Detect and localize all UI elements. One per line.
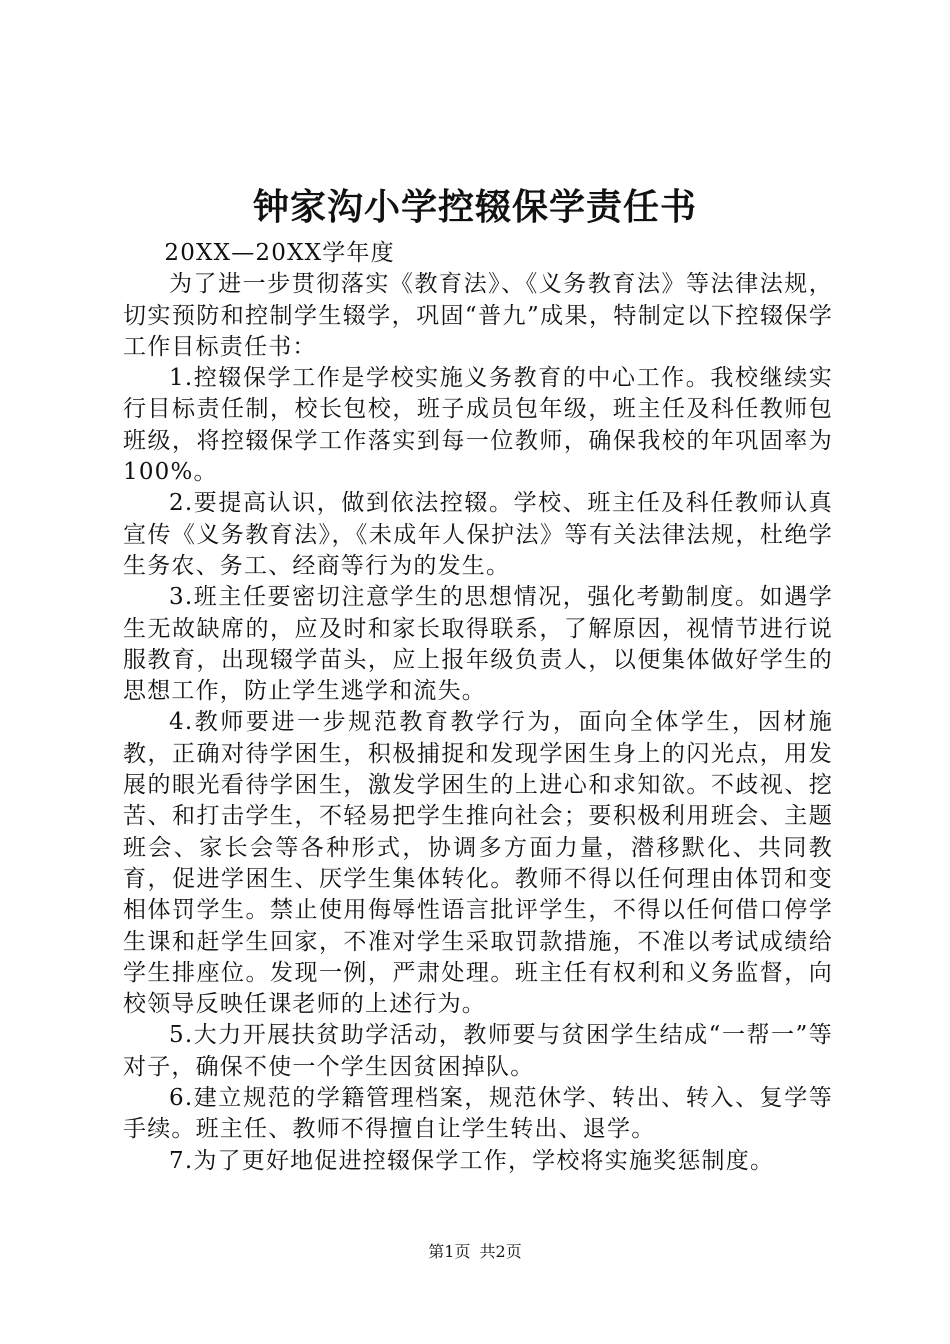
page-footer xyxy=(0,1241,950,1263)
paragraph-item-6: 6.建立规范的学籍管理档案，规范休学、转出、转入、复学等手续。班主任、教师不得擅自让学生转出、退学。 xyxy=(123,1085,833,1143)
paragraph-item-1: 1.控辍保学工作是学校实施义务教育的中心工作。我校继续实行目标责任制，校长包校，班子成员包年级，班主任及科任教师包班级，将控辍保学工作落实到每一位教师，确保我校的年巩固率为100%。 xyxy=(123,365,833,486)
paragraph-intro: 为了进一步贯彻落实《教育法》、《义务教育法》等法律法规，切实预防和控制学生辍学，巩固“普九”成果，特制定以下控辍保学工作目标责任书： xyxy=(123,271,833,360)
paragraph-item-4: 4.教师要进一步规范教育教学行为，面向全体学生，因材施教，正确对待学困生，积极捕捉和发现学困生身上的闪光点，用发展的眼光看待学困生，激发学困生的上进心和求知欲。不歧视、挖苦、和打击学生，不轻易把学生推向社会；要积极利用班会、主题班会、家长会等各种形式，协调多方面力量，潜移默化、共同教育，促进学困生、厌学生集体转化。教师不得以任何理由体罚和变相体罚学生。禁止使用侮辱性语言批评学生，不得以任何借口停学生课和赶学生回家，不准对学生采取罚款措施，不准以考试成绩给学生排座位。发现一例，严肃处理。班主任有权利和义务监督，向校领导反映任课老师的上述行为。 xyxy=(123,709,833,1018)
page-total: 共2页 xyxy=(479,1242,522,1261)
document-body xyxy=(123,238,833,1177)
school-year-line: 20XX—20XX学年度 xyxy=(164,240,395,266)
paragraph-item-3: 3.班主任要密切注意学生的思想情况，强化考勤制度。如遇学生无故缺席的，应及时和家长取得联系，了解原因，视情节进行说服教育，出现辍学苗头，应上报年级负责人，以便集体做好学生的思想工作，防止学生逃学和流失。 xyxy=(123,584,833,705)
page-title: 钟家沟小学控辍保学责任书 xyxy=(252,186,697,228)
page-number: 第1页 xyxy=(428,1242,471,1261)
paragraph-item-2: 2.要提高认识，做到依法控辍。学校、班主任及科任教师认真宣传《义务教育法》，《未成年人保护法》等有关法律法规，杜绝学生务农、务工、经商等行为的发生。 xyxy=(123,490,833,579)
paragraph-item-5: 5.大力开展扶贫助学活动，教师要与贫困学生结成“一帮一”等对子，确保不使一个学生因贫困掉队。 xyxy=(123,1022,833,1080)
paragraph-item-7: 7.为了更好地促进控辍保学工作，学校将实施奖惩制度。 xyxy=(169,1147,775,1174)
